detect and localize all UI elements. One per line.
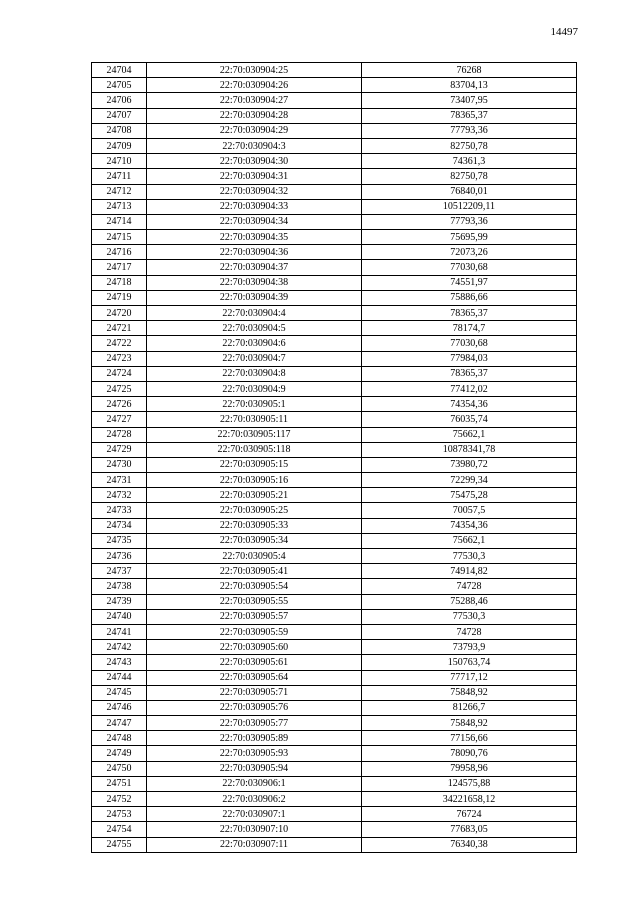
cadastral-value-cell: 72299,34 bbox=[362, 473, 577, 488]
row-number-cell: 24715 bbox=[92, 230, 147, 245]
table-row bbox=[92, 169, 577, 184]
table-row bbox=[92, 640, 577, 655]
table-row bbox=[92, 716, 577, 731]
table-row bbox=[92, 837, 577, 852]
cadastral-number-cell: 22:70:030905:4 bbox=[147, 549, 362, 564]
cadastral-number-cell: 22:70:030907:10 bbox=[147, 822, 362, 837]
cadastral-value-cell: 70057,5 bbox=[362, 503, 577, 518]
cadastral-value-cell: 75695,99 bbox=[362, 230, 577, 245]
cadastral-value-cell: 74728 bbox=[362, 579, 577, 594]
table-row bbox=[92, 412, 577, 427]
row-number-cell: 24716 bbox=[92, 245, 147, 260]
row-number-cell: 24728 bbox=[92, 427, 147, 442]
table-row bbox=[92, 230, 577, 245]
table-row bbox=[92, 290, 577, 305]
row-number-cell: 24706 bbox=[92, 93, 147, 108]
table-row bbox=[92, 564, 577, 579]
cadastral-value-cell: 78365,37 bbox=[362, 108, 577, 123]
cadastral-value-cell: 78090,76 bbox=[362, 746, 577, 761]
cadastral-value-cell: 81266,7 bbox=[362, 700, 577, 715]
table-row bbox=[92, 670, 577, 685]
cadastral-value-cell: 75848,92 bbox=[362, 716, 577, 731]
cadastral-number-cell: 22:70:030905:71 bbox=[147, 685, 362, 700]
row-number-cell: 24718 bbox=[92, 275, 147, 290]
cadastral-value-cell: 150763,74 bbox=[362, 655, 577, 670]
cadastral-value-cell: 77717,12 bbox=[362, 670, 577, 685]
table-row bbox=[92, 63, 577, 78]
row-number-cell: 24740 bbox=[92, 609, 147, 624]
row-number-cell: 24710 bbox=[92, 154, 147, 169]
row-number-cell: 24707 bbox=[92, 108, 147, 123]
cadastral-value-cell: 73980,72 bbox=[362, 457, 577, 472]
table-row bbox=[92, 700, 577, 715]
table-row bbox=[92, 457, 577, 472]
row-number-cell: 24729 bbox=[92, 442, 147, 457]
table-row bbox=[92, 731, 577, 746]
cadastral-number-cell: 22:70:030905:94 bbox=[147, 761, 362, 776]
row-number-cell: 24720 bbox=[92, 306, 147, 321]
row-number-cell: 24722 bbox=[92, 336, 147, 351]
cadastral-number-cell: 22:70:030905:21 bbox=[147, 488, 362, 503]
cadastral-number-cell: 22:70:030905:16 bbox=[147, 473, 362, 488]
cadastral-value-cell: 77683,05 bbox=[362, 822, 577, 837]
cadastral-number-cell: 22:70:030905:77 bbox=[147, 716, 362, 731]
table-row bbox=[92, 78, 577, 93]
cadastral-value-cell: 74361,3 bbox=[362, 154, 577, 169]
cadastral-number-cell: 22:70:030904:39 bbox=[147, 290, 362, 305]
table-row bbox=[92, 518, 577, 533]
cadastral-value-cell: 76840,01 bbox=[362, 184, 577, 199]
row-number-cell: 24751 bbox=[92, 776, 147, 791]
cadastral-number-cell: 22:70:030904:4 bbox=[147, 306, 362, 321]
cadastral-number-cell: 22:70:030904:37 bbox=[147, 260, 362, 275]
table-row bbox=[92, 792, 577, 807]
cadastral-value-cell: 76268 bbox=[362, 63, 577, 78]
cadastral-value-cell: 75662,1 bbox=[362, 533, 577, 548]
cadastral-value-cell: 74551,97 bbox=[362, 275, 577, 290]
row-number-cell: 24705 bbox=[92, 78, 147, 93]
cadastral-number-cell: 22:70:030905:54 bbox=[147, 579, 362, 594]
table-row bbox=[92, 138, 577, 153]
cadastral-value-cell: 75662,1 bbox=[362, 427, 577, 442]
table-row bbox=[92, 473, 577, 488]
cadastral-value-cell: 73793,9 bbox=[362, 640, 577, 655]
row-number-cell: 24735 bbox=[92, 533, 147, 548]
cadastral-number-cell: 22:70:030905:25 bbox=[147, 503, 362, 518]
cadastral-value-cell: 78174,7 bbox=[362, 321, 577, 336]
table-row bbox=[92, 746, 577, 761]
table-row bbox=[92, 184, 577, 199]
cadastral-value-cell: 75475,28 bbox=[362, 488, 577, 503]
cadastral-value-cell: 77530,3 bbox=[362, 549, 577, 564]
cadastral-value-cell: 75288,46 bbox=[362, 594, 577, 609]
row-number-cell: 24733 bbox=[92, 503, 147, 518]
cadastral-number-cell: 22:70:030905:55 bbox=[147, 594, 362, 609]
table-row bbox=[92, 93, 577, 108]
table-row bbox=[92, 442, 577, 457]
table-row bbox=[92, 306, 577, 321]
row-number-cell: 24708 bbox=[92, 123, 147, 138]
row-number-cell: 24724 bbox=[92, 366, 147, 381]
table-row bbox=[92, 609, 577, 624]
table-row bbox=[92, 245, 577, 260]
row-number-cell: 24730 bbox=[92, 457, 147, 472]
cadastral-value-cell: 83704,13 bbox=[362, 78, 577, 93]
cadastral-value-cell: 76724 bbox=[362, 807, 577, 822]
table-row bbox=[92, 214, 577, 229]
row-number-cell: 24711 bbox=[92, 169, 147, 184]
cadastral-number-cell: 22:70:030905:117 bbox=[147, 427, 362, 442]
table-row bbox=[92, 397, 577, 412]
row-number-cell: 24717 bbox=[92, 260, 147, 275]
cadastral-number-cell: 22:70:030904:6 bbox=[147, 336, 362, 351]
table-row bbox=[92, 123, 577, 138]
cadastral-value-cell: 78365,37 bbox=[362, 366, 577, 381]
cadastral-number-cell: 22:70:030904:34 bbox=[147, 214, 362, 229]
row-number-cell: 24704 bbox=[92, 63, 147, 78]
table-row bbox=[92, 533, 577, 548]
cadastral-number-cell: 22:70:030905:33 bbox=[147, 518, 362, 533]
row-number-cell: 24754 bbox=[92, 822, 147, 837]
table-row bbox=[92, 594, 577, 609]
table-row bbox=[92, 154, 577, 169]
cadastral-value-cell: 75886,66 bbox=[362, 290, 577, 305]
table-row bbox=[92, 807, 577, 822]
table-row bbox=[92, 275, 577, 290]
cadastral-number-cell: 22:70:030907:1 bbox=[147, 807, 362, 822]
table-row bbox=[92, 366, 577, 381]
table-row bbox=[92, 260, 577, 275]
cadastral-number-cell: 22:70:030904:29 bbox=[147, 123, 362, 138]
row-number-cell: 24739 bbox=[92, 594, 147, 609]
cadastral-number-cell: 22:70:030905:15 bbox=[147, 457, 362, 472]
cadastral-value-cell: 74728 bbox=[362, 624, 577, 639]
cadastral-value-cell: 124575,88 bbox=[362, 776, 577, 791]
cadastral-number-cell: 22:70:030905:93 bbox=[147, 746, 362, 761]
cadastral-value-cell: 76340,38 bbox=[362, 837, 577, 852]
cadastral-value-cell: 77030,68 bbox=[362, 260, 577, 275]
cadastral-value-cell: 82750,78 bbox=[362, 169, 577, 184]
cadastral-value-cell: 74354,36 bbox=[362, 397, 577, 412]
cadastral-number-cell: 22:70:030906:1 bbox=[147, 776, 362, 791]
cadastral-value-cell: 77412,02 bbox=[362, 381, 577, 396]
cadastral-value-cell: 76035,74 bbox=[362, 412, 577, 427]
table-row bbox=[92, 381, 577, 396]
row-number-cell: 24744 bbox=[92, 670, 147, 685]
table-row bbox=[92, 655, 577, 670]
cadastral-number-cell: 22:70:030904:28 bbox=[147, 108, 362, 123]
row-number-cell: 24741 bbox=[92, 624, 147, 639]
cadastral-number-cell: 22:70:030905:41 bbox=[147, 564, 362, 579]
cadastral-number-cell: 22:70:030905:76 bbox=[147, 700, 362, 715]
table-row bbox=[92, 199, 577, 214]
table-body bbox=[92, 63, 577, 853]
cadastral-number-cell: 22:70:030905:34 bbox=[147, 533, 362, 548]
cadastral-value-cell: 78365,37 bbox=[362, 306, 577, 321]
row-number-cell: 24747 bbox=[92, 716, 147, 731]
table-row bbox=[92, 761, 577, 776]
row-number-cell: 24732 bbox=[92, 488, 147, 503]
row-number-cell: 24748 bbox=[92, 731, 147, 746]
cadastral-number-cell: 22:70:030905:11 bbox=[147, 412, 362, 427]
cadastral-value-cell: 77030,68 bbox=[362, 336, 577, 351]
row-number-cell: 24742 bbox=[92, 640, 147, 655]
cadastral-number-cell: 22:70:030904:32 bbox=[147, 184, 362, 199]
table-row bbox=[92, 336, 577, 351]
cadastral-number-cell: 22:70:030905:60 bbox=[147, 640, 362, 655]
cadastral-value-cell: 77984,03 bbox=[362, 351, 577, 366]
row-number-cell: 24714 bbox=[92, 214, 147, 229]
cadastral-number-cell: 22:70:030904:36 bbox=[147, 245, 362, 260]
table-row bbox=[92, 549, 577, 564]
row-number-cell: 24731 bbox=[92, 473, 147, 488]
cadastral-number-cell: 22:70:030905:59 bbox=[147, 624, 362, 639]
row-number-cell: 24755 bbox=[92, 837, 147, 852]
cadastral-number-cell: 22:70:030905:61 bbox=[147, 655, 362, 670]
table-row bbox=[92, 321, 577, 336]
row-number-cell: 24726 bbox=[92, 397, 147, 412]
cadastral-number-cell: 22:70:030904:35 bbox=[147, 230, 362, 245]
row-number-cell: 24750 bbox=[92, 761, 147, 776]
row-number-cell: 24743 bbox=[92, 655, 147, 670]
cadastral-number-cell: 22:70:030905:64 bbox=[147, 670, 362, 685]
cadastral-value-cell: 72073,26 bbox=[362, 245, 577, 260]
row-number-cell: 24727 bbox=[92, 412, 147, 427]
row-number-cell: 24734 bbox=[92, 518, 147, 533]
table-row bbox=[92, 685, 577, 700]
cadastral-number-cell: 22:70:030904:5 bbox=[147, 321, 362, 336]
cadastral-value-cell: 82750,78 bbox=[362, 138, 577, 153]
cadastral-value-cell: 77156,66 bbox=[362, 731, 577, 746]
row-number-cell: 24745 bbox=[92, 685, 147, 700]
cadastral-value-cell: 74914,82 bbox=[362, 564, 577, 579]
cadastral-value-cell: 34221658,12 bbox=[362, 792, 577, 807]
cadastral-number-cell: 22:70:030904:33 bbox=[147, 199, 362, 214]
cadastral-number-cell: 22:70:030904:27 bbox=[147, 93, 362, 108]
cadastral-number-cell: 22:70:030904:38 bbox=[147, 275, 362, 290]
row-number-cell: 24752 bbox=[92, 792, 147, 807]
cadastral-number-cell: 22:70:030904:9 bbox=[147, 381, 362, 396]
table-row bbox=[92, 503, 577, 518]
row-number-cell: 24749 bbox=[92, 746, 147, 761]
cadastral-number-cell: 22:70:030904:8 bbox=[147, 366, 362, 381]
cadastral-value-cell: 73407,95 bbox=[362, 93, 577, 108]
row-number-cell: 24721 bbox=[92, 321, 147, 336]
table-row bbox=[92, 351, 577, 366]
row-number-cell: 24753 bbox=[92, 807, 147, 822]
cadastral-value-cell: 77793,36 bbox=[362, 123, 577, 138]
row-number-cell: 24709 bbox=[92, 138, 147, 153]
cadastral-value-cell: 10878341,78 bbox=[362, 442, 577, 457]
cadastral-number-cell: 22:70:030904:7 bbox=[147, 351, 362, 366]
cadastral-value-cell: 10512209,11 bbox=[362, 199, 577, 214]
cadastral-value-cell: 77530,3 bbox=[362, 609, 577, 624]
cadastral-number-cell: 22:70:030904:30 bbox=[147, 154, 362, 169]
row-number-cell: 24737 bbox=[92, 564, 147, 579]
row-number-cell: 24736 bbox=[92, 549, 147, 564]
table-row bbox=[92, 822, 577, 837]
cadastral-number-cell: 22:70:030905:1 bbox=[147, 397, 362, 412]
cadastral-number-cell: 22:70:030905:118 bbox=[147, 442, 362, 457]
cadastral-number-cell: 22:70:030904:31 bbox=[147, 169, 362, 184]
cadastral-value-cell: 74354,36 bbox=[362, 518, 577, 533]
page-number: 14497 bbox=[550, 26, 578, 38]
table-row bbox=[92, 108, 577, 123]
cadastral-number-cell: 22:70:030904:25 bbox=[147, 63, 362, 78]
cadastral-value-cell: 79958,96 bbox=[362, 761, 577, 776]
table-row bbox=[92, 776, 577, 791]
cadastral-number-cell: 22:70:030905:89 bbox=[147, 731, 362, 746]
row-number-cell: 24725 bbox=[92, 381, 147, 396]
table-row bbox=[92, 427, 577, 442]
table-row bbox=[92, 624, 577, 639]
cadastral-number-cell: 22:70:030907:11 bbox=[147, 837, 362, 852]
table-row bbox=[92, 488, 577, 503]
row-number-cell: 24746 bbox=[92, 700, 147, 715]
table-row bbox=[92, 579, 577, 594]
row-number-cell: 24723 bbox=[92, 351, 147, 366]
cadastral-value-cell: 77793,36 bbox=[362, 214, 577, 229]
row-number-cell: 24713 bbox=[92, 199, 147, 214]
cadastral-number-cell: 22:70:030905:57 bbox=[147, 609, 362, 624]
row-number-cell: 24712 bbox=[92, 184, 147, 199]
row-number-cell: 24719 bbox=[92, 290, 147, 305]
cadastral-number-cell: 22:70:030904:3 bbox=[147, 138, 362, 153]
cadastral-number-cell: 22:70:030904:26 bbox=[147, 78, 362, 93]
cadastral-number-cell: 22:70:030906:2 bbox=[147, 792, 362, 807]
cadastral-value-table bbox=[91, 62, 577, 853]
row-number-cell: 24738 bbox=[92, 579, 147, 594]
cadastral-value-cell: 75848,92 bbox=[362, 685, 577, 700]
